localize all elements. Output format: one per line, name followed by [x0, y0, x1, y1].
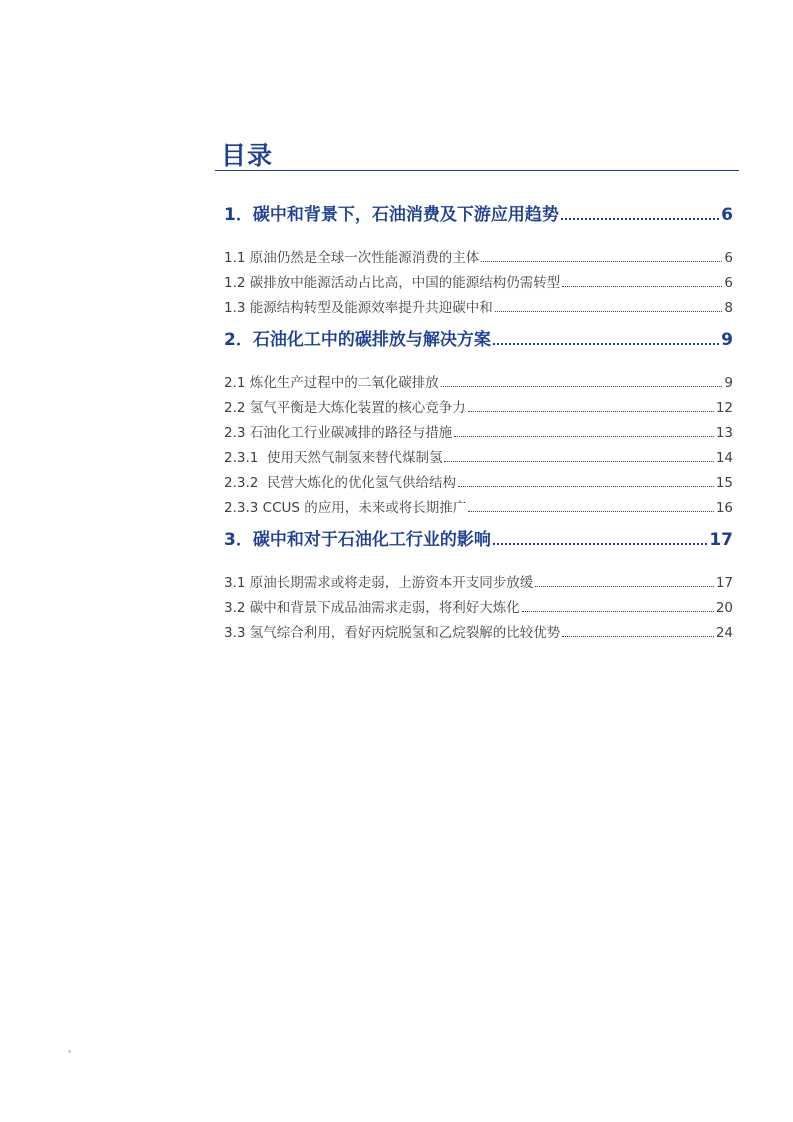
dot-leader — [481, 261, 722, 262]
subsection-number: 2.2 — [224, 400, 246, 416]
subsection-title: 原油长期需求或将走弱，上游资本开支同步放缓 — [249, 575, 534, 591]
subsection-title: 石油化工行业碳减排的路径与措施 — [249, 425, 453, 441]
toc-section-3 — [224, 525, 733, 646]
toc-subsection-entry[interactable] — [224, 396, 733, 421]
subsection-title: 民营大炼化的优化氢气供给结构 — [266, 475, 456, 491]
dot-leader — [458, 486, 714, 487]
subsection-number: 2.3.1 — [224, 450, 259, 466]
toc-section-entry[interactable] — [224, 525, 733, 571]
page-number: 16 — [715, 500, 733, 516]
subsection-title: 使用天然气制氢来替代煤制氢 — [266, 450, 443, 466]
section-title: 石油化工中的碳排放与解决方案 — [252, 330, 491, 350]
section-number: 1． — [224, 205, 253, 225]
dot-leader — [493, 543, 707, 545]
title-divider — [215, 170, 739, 171]
page-number: 6 — [721, 205, 733, 225]
toc-subsection-entry[interactable] — [224, 446, 733, 471]
toc-subsection-entry[interactable] — [224, 621, 733, 646]
subsection-number: 2.1 — [224, 375, 246, 391]
toc-subsection-entry[interactable] — [224, 471, 733, 496]
subsection-title: 氢气综合利用，看好丙烷脱氢和乙烷裂解的比较优势 — [249, 625, 561, 641]
toc-section-entry[interactable] — [224, 325, 733, 371]
toc-subsection-entry[interactable] — [224, 371, 733, 396]
toc-subsection-entry[interactable] — [224, 271, 733, 296]
dot-leader — [444, 461, 713, 462]
subsection-number: 2.3 — [224, 425, 246, 441]
section-number: 3． — [224, 530, 253, 550]
subsection-title: 碳排放中能源活动占比高，中国的能源结构仍需转型 — [249, 275, 561, 291]
page-footer-mark — [68, 1050, 71, 1053]
page-number: 13 — [715, 425, 733, 441]
toc-subsection-entry[interactable] — [224, 246, 733, 271]
toc-subsection-entry[interactable] — [224, 596, 733, 621]
page-number: 14 — [715, 450, 733, 466]
page-number: 17 — [715, 575, 733, 591]
subsection-title: 炼化生产过程中的二氧化碳排放 — [249, 375, 439, 391]
dot-leader — [454, 436, 714, 437]
page-number: 24 — [715, 625, 733, 641]
dot-leader — [495, 311, 723, 312]
toc-section-2 — [224, 325, 733, 521]
subsection-number: 2.3.2 — [224, 475, 259, 491]
toc-section-1 — [224, 200, 733, 321]
page-number: 8 — [724, 300, 733, 316]
subsection-title: CCUS 的应用，未来或将长期推广 — [262, 500, 467, 516]
subsection-title: 能源结构转型及能源效率提升共迎碳中和 — [249, 300, 493, 316]
dot-leader — [468, 511, 714, 512]
subsection-number: 1.3 — [224, 300, 246, 316]
page-number: 9 — [721, 330, 733, 350]
section-number: 2． — [224, 330, 253, 350]
dot-leader — [522, 611, 714, 612]
section-title: 碳中和背景下，石油消费及下游应用趋势 — [252, 205, 559, 225]
page-number: 6 — [724, 275, 733, 291]
dot-leader — [562, 636, 714, 637]
section-title: 碳中和对于石油化工行业的影响 — [252, 530, 491, 550]
page-number: 9 — [724, 375, 733, 391]
toc-subsection-entry[interactable] — [224, 496, 733, 521]
page-number: 20 — [715, 600, 733, 616]
subsection-number: 3.2 — [224, 600, 246, 616]
table-of-contents — [224, 200, 733, 650]
subsection-title: 碳中和背景下成品油需求走弱，将利好大炼化 — [249, 600, 520, 616]
subsection-number: 1.2 — [224, 275, 246, 291]
dot-leader — [535, 586, 714, 587]
page-number: 15 — [715, 475, 733, 491]
dot-leader — [493, 343, 719, 345]
subsection-number: 2.3.3 — [224, 500, 259, 516]
page-number: 12 — [715, 400, 733, 416]
subsection-title: 原油仍然是全球一次性能源消费的主体 — [249, 250, 480, 266]
subsection-title: 氢气平衡是大炼化装置的核心竞争力 — [249, 400, 466, 416]
subsection-number: 1.1 — [224, 250, 246, 266]
page-number: 6 — [724, 250, 733, 266]
subsection-number: 3.1 — [224, 575, 246, 591]
toc-subsection-entry[interactable] — [224, 571, 733, 596]
dot-leader — [561, 218, 719, 220]
dot-leader — [441, 386, 723, 387]
dot-leader — [468, 411, 714, 412]
toc-subsection-entry[interactable] — [224, 296, 733, 321]
toc-section-entry[interactable] — [224, 200, 733, 246]
page-number: 17 — [709, 530, 733, 550]
subsection-number: 3.3 — [224, 625, 246, 641]
toc-title: 目录 — [221, 141, 274, 170]
toc-subsection-entry[interactable] — [224, 421, 733, 446]
dot-leader — [562, 286, 722, 287]
